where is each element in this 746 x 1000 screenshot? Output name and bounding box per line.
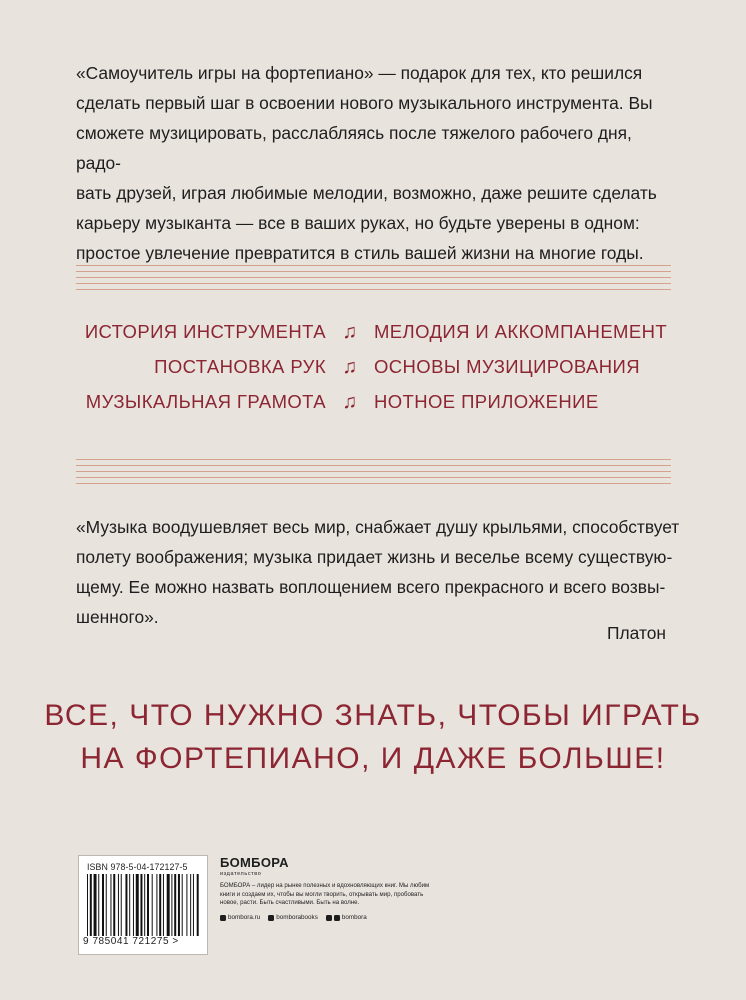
publisher-block bbox=[220, 856, 440, 921]
music-staff-top bbox=[76, 265, 671, 295]
intro-line: «Самоучитель игры на фортепиано» — подарок для тех, кто решился bbox=[76, 63, 643, 83]
publisher-social bbox=[220, 914, 440, 921]
quote-author: Платон bbox=[607, 623, 666, 643]
music-staff-bottom bbox=[76, 459, 671, 489]
slogan bbox=[0, 694, 746, 780]
publisher-description: БОМБОРА – лидер на рынке полезных и вдохновляющих книг. Мы любим книги и создаем их, чтобы вы могли творить, открывать мир, пробовать новое, расти. Быть счастливыми. Быть на волне. bbox=[220, 882, 430, 907]
music-note-icon: ♫ bbox=[342, 356, 358, 378]
quote-line: «Музыка воодушевляет весь мир, снабжает душу крыльями, способствует bbox=[76, 517, 680, 537]
quote-paragraph bbox=[76, 512, 686, 632]
isbn-label: ISBN 978-5-04-172127-5 bbox=[87, 862, 188, 872]
telegram-icon bbox=[334, 915, 340, 921]
publisher-logo: БОМБОРА bbox=[220, 855, 289, 870]
social-telegram[interactable]: bombora bbox=[326, 914, 367, 921]
vk-icon bbox=[268, 915, 274, 921]
slogan-line: НА ФОРТЕПИАНО, И ДАЖЕ БОЛЬШЕ! bbox=[80, 742, 666, 775]
topic-item: ПОСТАНОВКА РУК bbox=[154, 356, 326, 377]
intro-paragraph bbox=[76, 58, 676, 268]
messenger-icon bbox=[326, 915, 332, 921]
barcode-bars bbox=[87, 874, 199, 936]
intro-line: вать друзей, играя любимые мелодии, возможно, даже решите сделать bbox=[76, 183, 657, 203]
topic-item: МЕЛОДИЯ И АККОМПАНЕМЕНТ bbox=[374, 321, 668, 342]
topic-item: ИСТОРИЯ ИНСТРУМЕНТА bbox=[84, 321, 326, 342]
intro-line: сделать первый шаг в освоении нового музыкального инструмента. Вы bbox=[76, 93, 653, 113]
topics-list bbox=[76, 318, 676, 416]
topic-item: ОСНОВЫ МУЗИЦИРОВАНИЯ bbox=[374, 356, 640, 377]
quote-line: шенного». bbox=[76, 607, 159, 627]
quote-line: щему. Ее можно назвать воплощением всего прекрасного и всего возвы- bbox=[76, 577, 666, 597]
music-note-icon: ♫ bbox=[342, 321, 358, 343]
social-website[interactable]: bombora.ru bbox=[220, 914, 260, 921]
intro-line: карьеру музыканта — все в ваших руках, но будьте уверены в одном: bbox=[76, 213, 640, 233]
publisher-subtitle: издательство bbox=[220, 871, 262, 877]
social-vk[interactable]: bomborabooks bbox=[268, 914, 318, 921]
topic-item: НОТНОЕ ПРИЛОЖЕНИЕ bbox=[374, 391, 599, 412]
barcode-box bbox=[78, 855, 208, 955]
intro-line: простое увлечение превратится в стиль вашей жизни на многие годы. bbox=[76, 243, 644, 263]
intro-line: сможете музицировать, расслабляясь после тяжелого рабочего дня, радо- bbox=[76, 123, 632, 173]
slogan-line: ВСЕ, ЧТО НУЖНО ЗНАТЬ, ЧТОБЫ ИГРАТЬ bbox=[44, 699, 702, 732]
quote-line: полету воображения; музыка придает жизнь и веселье всему существую- bbox=[76, 547, 673, 567]
ean-digits: 9 785041 721275 > bbox=[83, 936, 179, 947]
globe-icon bbox=[220, 915, 226, 921]
music-note-icon: ♫ bbox=[342, 391, 358, 413]
topic-item: МУЗЫКАЛЬНАЯ ГРАМОТА bbox=[85, 391, 326, 412]
